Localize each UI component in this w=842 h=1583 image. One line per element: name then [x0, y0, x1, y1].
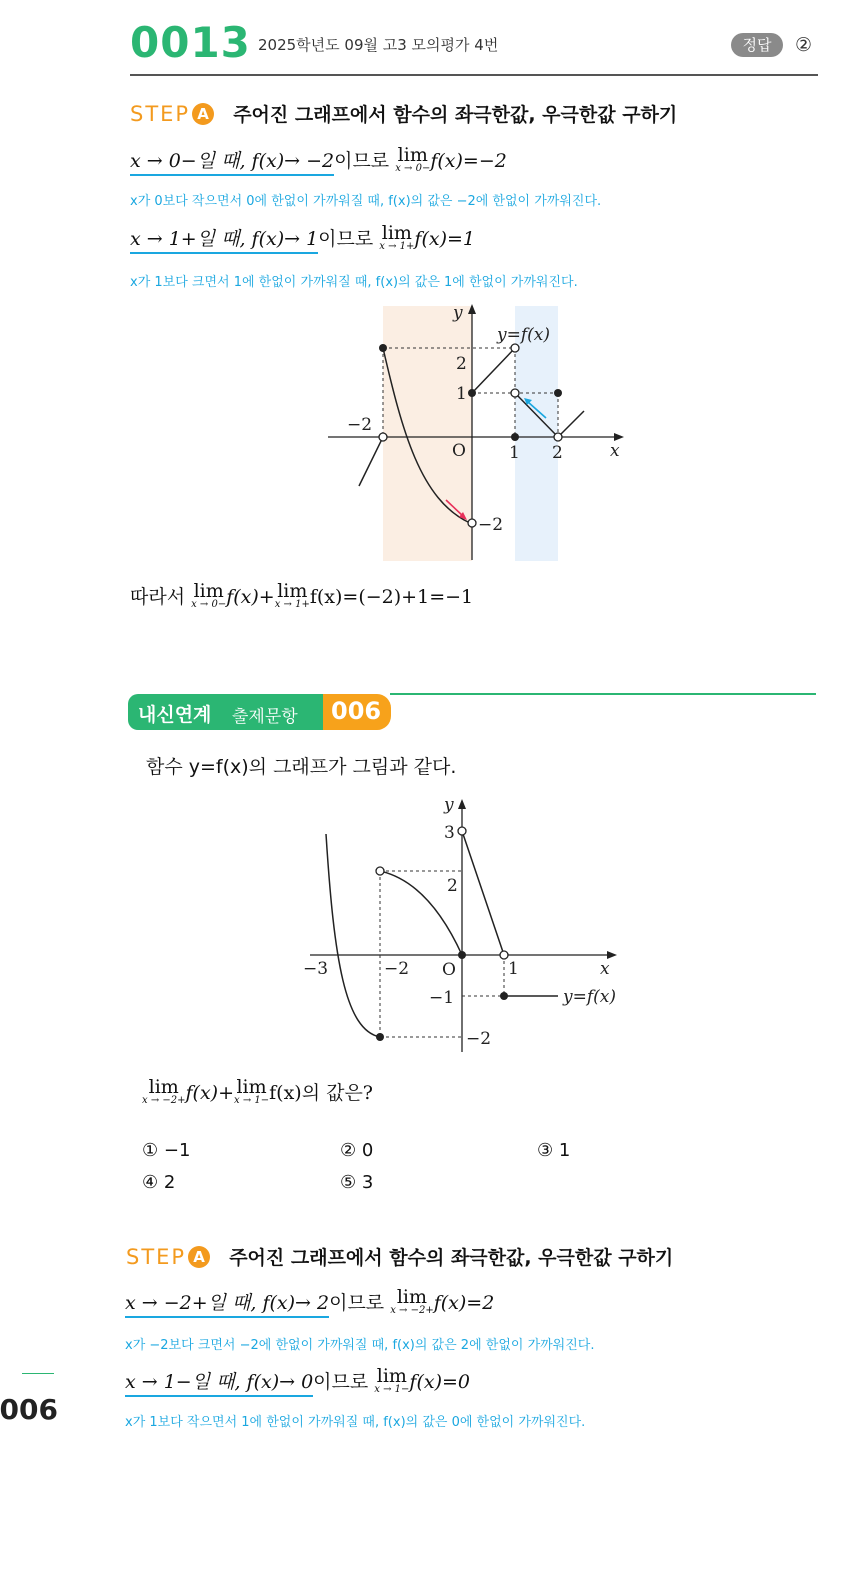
- banner-title: 내신연계: [138, 704, 212, 726]
- tick-y-neg2: −2: [478, 515, 504, 535]
- y-axis-arrow: [458, 799, 466, 809]
- page-number-rule: [22, 1373, 54, 1374]
- conclusion-line: [130, 582, 473, 610]
- step-label: STEP: [126, 1245, 187, 1269]
- tick-y-3: 3: [444, 823, 455, 843]
- point-open: [379, 433, 387, 441]
- step1-line2-condition: x → 1+일 때, f(x)→ 1: [130, 228, 318, 254]
- problem-question: [142, 1078, 373, 1106]
- step2-line1-limit: lim x → −2+: [390, 1286, 434, 1316]
- step2-line2-limit: lim x → 1−: [374, 1365, 410, 1395]
- banner-number: 006: [331, 697, 382, 725]
- tick-y-1: 1: [456, 384, 467, 404]
- step2-line1-condition: x → −2+일 때, f(x)→ 2: [125, 1292, 329, 1318]
- tick-y-2: 2: [456, 354, 467, 374]
- step2-line2-condition: x → 1−일 때, f(x)→ 0: [125, 1371, 313, 1397]
- point-open: [376, 867, 384, 875]
- step1-line2-limit: lim x → 1+: [379, 222, 415, 252]
- choice-1[interactable]: ① −1: [142, 1140, 191, 1161]
- tick-x-1: 1: [509, 443, 520, 463]
- banner-subtitle: 출제문항: [232, 707, 298, 727]
- point-open: [468, 519, 476, 527]
- x-axis-label: x: [610, 441, 620, 461]
- conclusion-result: f(x)=(−2)+1=−1: [309, 586, 474, 608]
- choice-4[interactable]: ④ 2: [142, 1172, 176, 1193]
- step1-line1-result: f(x)=−2: [430, 150, 507, 172]
- x-axis-label: x: [600, 959, 610, 979]
- point-closed: [554, 389, 562, 397]
- tick-y-2: 2: [447, 876, 458, 896]
- guide-lines: [380, 871, 504, 1037]
- point-open: [458, 827, 466, 835]
- conclusion-middle: f(x)+: [226, 586, 275, 608]
- step1-note-2: x가 1보다 크면서 1에 한없이 가까워질 때, f(x)의 값은 1에 한없이 가까워진다.: [130, 275, 578, 290]
- tick-x-1: 1: [508, 959, 519, 979]
- conclusion-word: 따라서: [130, 586, 186, 608]
- tick-y-neg1: −1: [429, 988, 455, 1008]
- y-axis-label: y: [444, 795, 454, 815]
- step-a-heading-2: [126, 1243, 673, 1270]
- left-limit-shade: [383, 306, 472, 561]
- question-limit-1: lim x → −2+: [142, 1076, 186, 1106]
- step2-line1-connector: 이므로: [329, 1292, 385, 1314]
- step2-note-2: x가 1보다 작으면서 1에 한없이 가까워질 때, f(x)의 값은 0에 한없이 가까워진다.: [125, 1415, 586, 1430]
- step2-line2-connector: 이므로: [313, 1371, 369, 1393]
- point-closed: [458, 951, 466, 959]
- tick-y-neg2: −2: [466, 1029, 492, 1049]
- step2-line-2: [125, 1367, 470, 1395]
- segment-0-1: [472, 348, 515, 393]
- answer-value: ②: [795, 34, 813, 56]
- step1-line-2: [130, 224, 475, 252]
- point-closed: [376, 1033, 384, 1041]
- step1-line-1: [130, 146, 507, 174]
- function-label: y=f(x): [563, 987, 616, 1007]
- step-title: 주어진 그래프에서 함수의 좌극한값, 우극한값 구하기: [229, 1247, 674, 1269]
- tick-x-neg3: −3: [303, 959, 329, 979]
- question-middle: f(x)+: [185, 1082, 234, 1104]
- step-title: 주어진 그래프에서 함수의 좌극한값, 우극한값 구하기: [233, 104, 678, 126]
- banner-rule: [390, 693, 816, 695]
- step1-note-1: x가 0보다 작으면서 0에 한없이 가까워질 때, f(x)의 값은 −2에 한없이 가까워진다.: [130, 194, 602, 209]
- step1-line2-connector: 이므로: [318, 228, 374, 250]
- step1-line1-connector: 이므로: [334, 150, 390, 172]
- graph-1: [320, 298, 640, 568]
- question-limit-2: lim x → 1−: [234, 1076, 270, 1106]
- question-end: f(x)의 값은?: [269, 1082, 373, 1104]
- origin-label: O: [442, 960, 456, 980]
- conclusion-limit-1: lim x → 0−: [191, 580, 227, 610]
- segment-right: [558, 411, 584, 437]
- point-closed: [511, 433, 519, 441]
- point-closed: [500, 992, 508, 1000]
- step1-line1-condition: x → 0−일 때, f(x)→ −2: [130, 150, 334, 176]
- function-label: y=f(x): [497, 325, 550, 345]
- step1-line1-limit: lim x → 0−: [395, 144, 431, 174]
- point-open: [511, 344, 519, 352]
- tick-x-neg2: −2: [347, 415, 373, 435]
- step1-line2-result: f(x)=1: [414, 228, 475, 250]
- choice-3[interactable]: ③ 1: [537, 1140, 571, 1161]
- y-axis-label: y: [453, 303, 463, 323]
- point-open: [511, 389, 519, 397]
- step-label: STEP: [130, 102, 191, 126]
- x-axis-arrow: [607, 951, 617, 959]
- point-closed: [379, 344, 387, 352]
- step-a-heading: [130, 100, 677, 127]
- step-letter-badge: A: [192, 103, 214, 125]
- choice-2[interactable]: ② 0: [340, 1140, 374, 1161]
- segment-0-1: [462, 831, 504, 955]
- step2-line1-result: f(x)=2: [433, 1292, 495, 1314]
- page-number: 006: [0, 1393, 58, 1426]
- problem-number: 0013: [130, 18, 251, 67]
- problem-source: 2025학년도 09월 고3 모의평가 4번: [258, 36, 499, 54]
- curve-segment-left: [359, 437, 383, 486]
- problem-statement: 함수 y=f(x)의 그래프가 그림과 같다.: [146, 756, 457, 778]
- step2-line-1: [125, 1288, 494, 1316]
- step-letter-badge: A: [188, 1246, 210, 1268]
- tick-x-2: 2: [552, 443, 563, 463]
- step2-note-1: x가 −2보다 크면서 −2에 한없이 가까워질 때, f(x)의 값은 2에 한없이 가까워진다.: [125, 1338, 595, 1353]
- header-divider: [130, 74, 818, 76]
- answer-badge: 정답: [731, 33, 783, 57]
- step2-line2-result: f(x)=0: [409, 1371, 470, 1393]
- point-closed: [468, 389, 476, 397]
- point-open: [500, 951, 508, 959]
- origin-label: O: [452, 441, 466, 461]
- tick-x-neg2: −2: [384, 959, 410, 979]
- x-axis-arrow: [614, 433, 624, 441]
- choice-5[interactable]: ⑤ 3: [340, 1172, 374, 1193]
- curve-left: [326, 834, 380, 1037]
- conclusion-limit-2: lim x → 1+: [274, 580, 310, 610]
- graph-2: [300, 790, 645, 1060]
- point-open: [554, 433, 562, 441]
